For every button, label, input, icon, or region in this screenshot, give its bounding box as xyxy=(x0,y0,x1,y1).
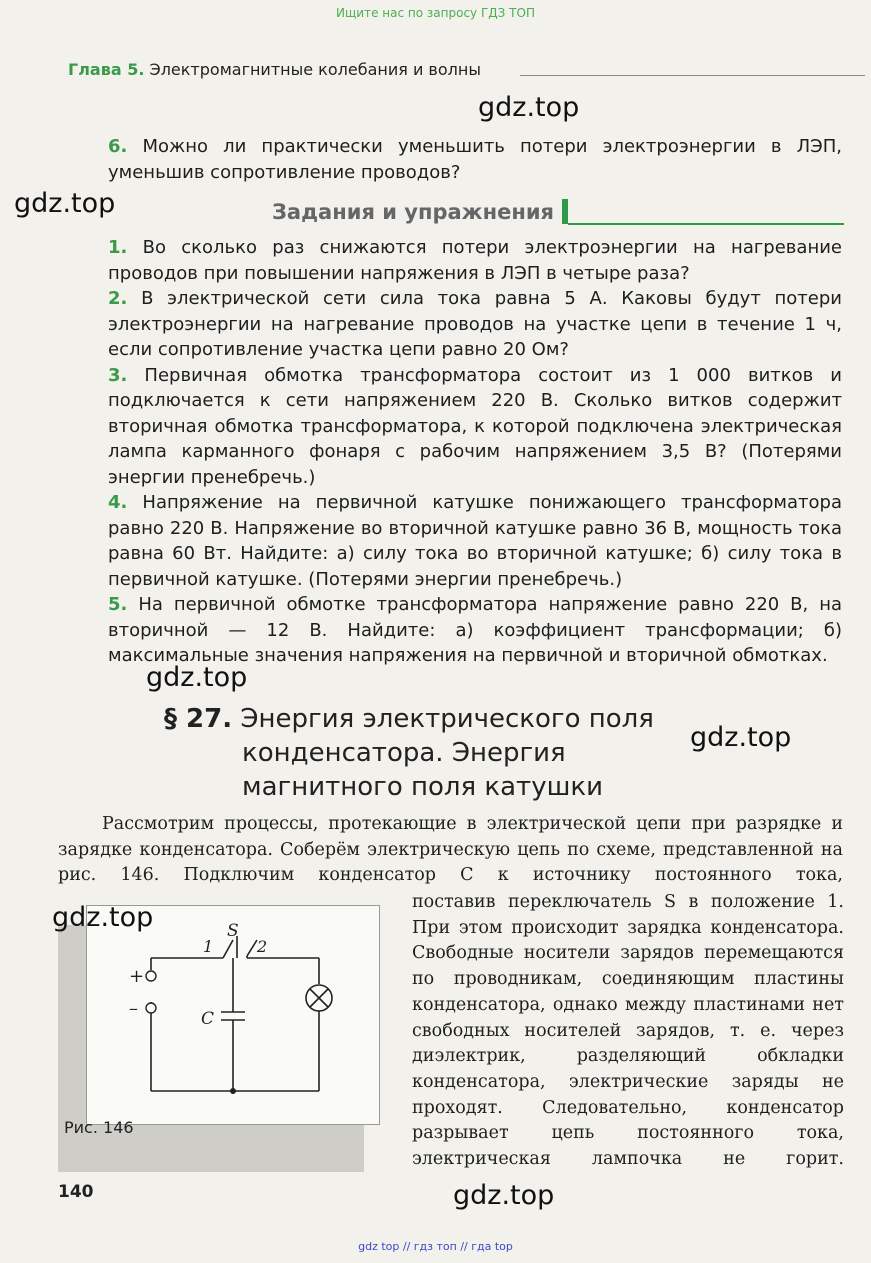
task-text: На первичной обмотке трансформатора напряжение равно 220 В, на вторичной — 12 В. Найдите: а) коэффициент трансформации; б) максимальные значения напряжения на первичной и вторичной обмотках. xyxy=(108,594,842,666)
task-text: Первичная обмотка трансформатора состоит из 1 000 витков и подключается к сети напряжением 220 В. Сколько витков содержит вторичная обмотка трансформатора, к которой подключена электрическая лампа карманного фонаря с рабочим напряжением 3,5 В? (Потерями энергии пренебречь.) xyxy=(108,364,842,488)
question-6 xyxy=(108,134,842,185)
paragraph-title-line: конденсатора. Энергия xyxy=(242,738,566,768)
bottom-watermark: gdz top // гдз топ // гда top xyxy=(358,1240,513,1253)
task-text: Во сколько раз снижаются потери электроэнергии на нагревание проводов при повышении напряжения в ЛЭП в четыре раза? xyxy=(108,237,842,284)
section-rule xyxy=(568,223,844,225)
task-item xyxy=(108,363,842,491)
question-text: Можно ли практически уменьшить потери электроэнергии в ЛЭП, уменьшив сопротивление проводов? xyxy=(108,136,842,183)
chapter-header xyxy=(68,60,481,79)
task-item xyxy=(108,235,842,286)
watermark: gdz.top xyxy=(478,92,580,123)
paragraph-heading xyxy=(164,702,654,804)
chapter-title: Электромагнитные колебания и волны xyxy=(149,60,481,79)
task-number: 2. xyxy=(108,288,128,309)
task-text: Напряжение на первичной катушке понижающего трансформатора равно 220 В. Напряжение во вторичной катушке равно 36 В, мощность тока равна 60 Вт. Найдите: а) силу тока во вторичной катушке; б) силу тока в первичной катушке. (Потерями энергии пренебречь.) xyxy=(108,492,842,590)
chapter-label: Глава 5. xyxy=(68,60,145,79)
figure-caption: Рис. 146 xyxy=(64,1118,134,1137)
switch-label: S xyxy=(227,921,239,941)
task-list xyxy=(108,235,842,669)
watermark: gdz.top xyxy=(690,722,792,753)
paragraph-number: § 27. xyxy=(164,704,233,734)
task-number: 4. xyxy=(108,492,128,513)
page-number: 140 xyxy=(58,1182,94,1202)
task-text: В электрической сети сила тока равна 5 А. Каковы будут потери электроэнергии на нагревание проводов на участке цепи в течение 1 ч, если сопротивление участка цепи равно 20 Ом? xyxy=(108,288,842,360)
body-text-intro xyxy=(58,812,843,889)
section-title: Задания и упражнения xyxy=(272,200,555,224)
watermark: gdz.top xyxy=(146,662,248,693)
task-number: 3. xyxy=(108,364,128,386)
circuit-diagram xyxy=(87,906,379,1124)
task-item xyxy=(108,490,842,592)
task-item xyxy=(108,286,842,363)
section-bar xyxy=(562,199,568,224)
figure-146 xyxy=(86,905,380,1125)
top-watermark: Ищите нас по запросу ГДЗ ТОП xyxy=(336,6,535,20)
capacitor-label: C xyxy=(201,1009,215,1029)
header-rule xyxy=(520,75,865,76)
body-paragraph: поставив переключатель S в положение 1. При этом происходит зарядка конденсатора. Свободные носители зарядов перемещаются по проводникам, соединяющим пластины конденсатора, однако между пластинами нет свободных носителей зарядов, т. е. через диэлектрик, разделяющий обкладки конденсатора, электрические заряды не проходят. Следовательно, конденсатор разрывает цепь постоянного тока, электрическая лампочка не горит. xyxy=(412,892,844,1170)
paragraph-title-line: магнитного поля катушки xyxy=(242,772,603,802)
task-item xyxy=(108,592,842,669)
task-number: 1. xyxy=(108,237,128,258)
body-paragraph: Рассмотрим процессы, протекающие в электрической цепи при разрядке и зарядке конденсатора. Соберём электрическую цепь по схеме, представленной на рис. 146. Подключим конденсатор C к источнику постоянного тока, xyxy=(58,814,843,886)
plus-terminal xyxy=(146,971,156,981)
switch-position-2: 2 xyxy=(257,937,268,956)
paragraph-title-line: Энергия электрического поля xyxy=(240,704,654,734)
watermark: gdz.top xyxy=(453,1180,555,1211)
body-text-column xyxy=(412,890,844,1173)
switch-position-1: 1 xyxy=(203,937,214,956)
minus-label: – xyxy=(129,998,138,1019)
question-number: 6. xyxy=(108,136,128,157)
minus-terminal xyxy=(146,1003,156,1013)
watermark: gdz.top xyxy=(14,188,116,219)
watermark: gdz.top xyxy=(52,902,154,933)
plus-label: + xyxy=(129,966,145,987)
task-number: 5. xyxy=(108,594,128,615)
